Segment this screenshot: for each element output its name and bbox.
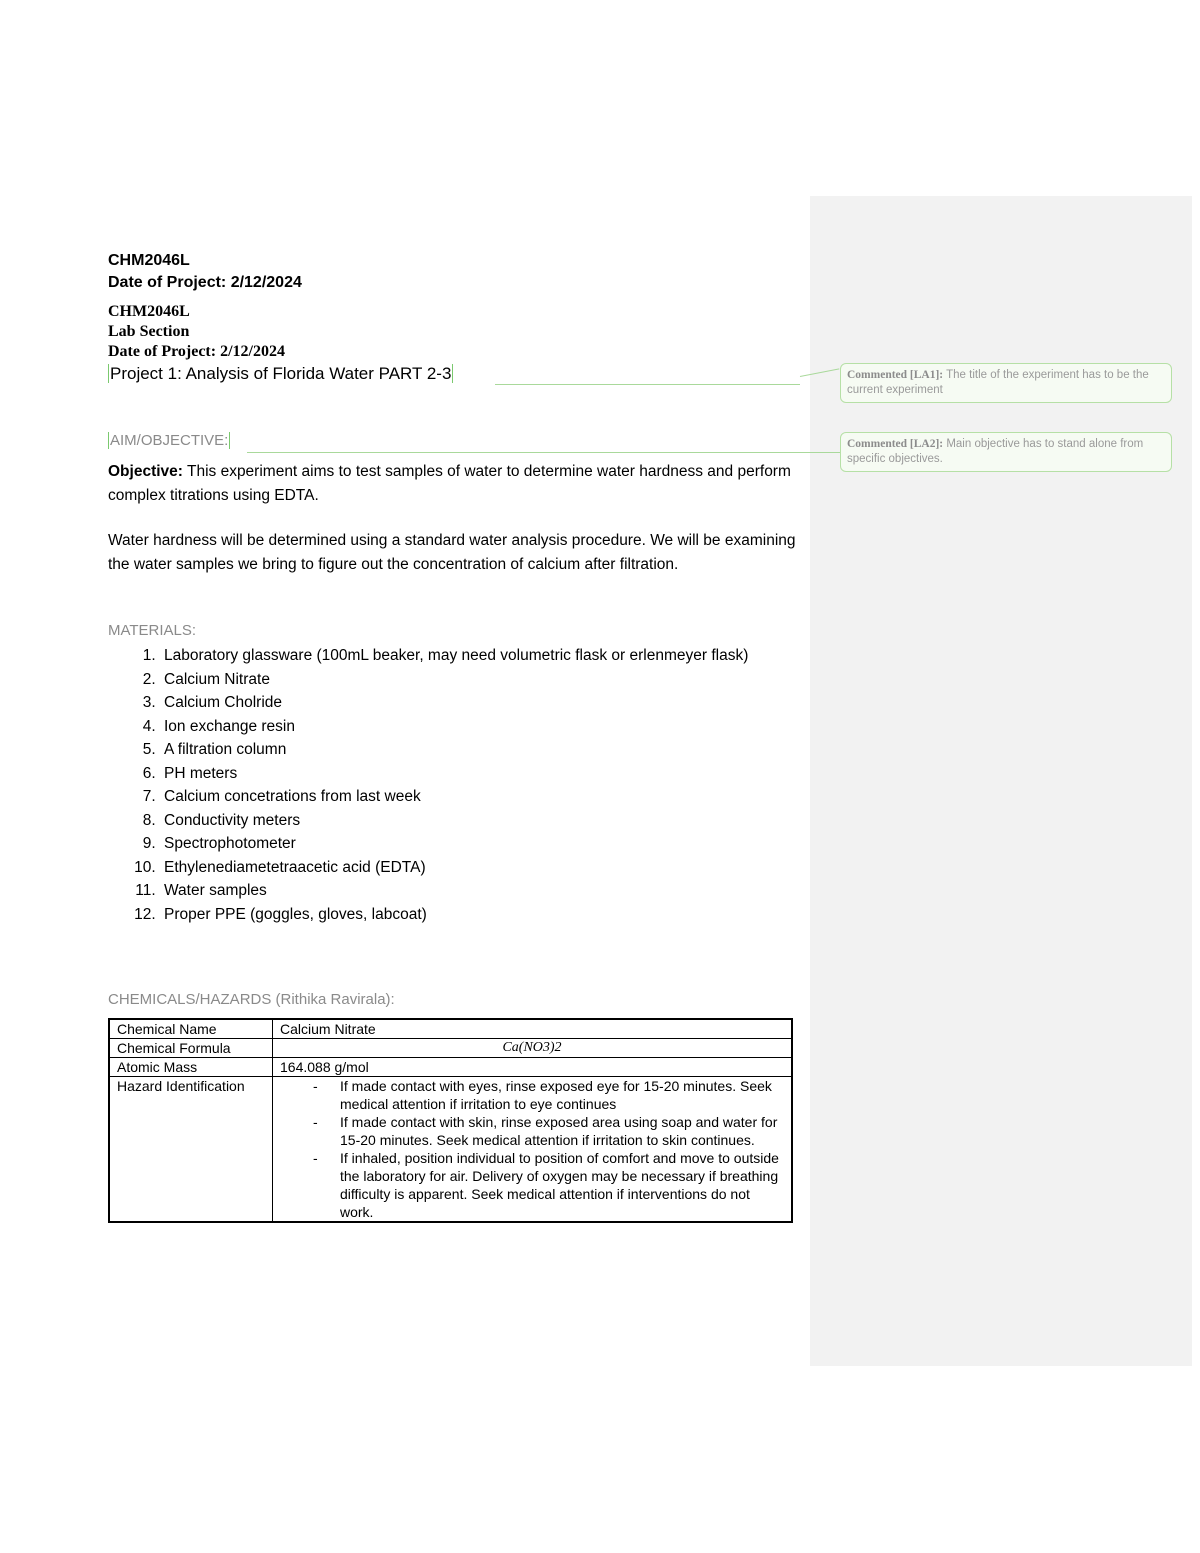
chemicals-heading: CHEMICALS/HAZARDS (Rithika Ravirala): — [108, 991, 395, 1008]
comment-la1[interactable] — [840, 363, 1172, 403]
materials-heading: MATERIALS: — [108, 622, 197, 639]
objective-text: This experiment aims to test samples of water to determine water hardness and perform complex titrations using EDTA. — [108, 463, 791, 504]
hazard-item: - If inhaled, position individual to position of comfort and move to outside the laboratory for air. Delivery of oxygen may be necessary if breathing difficulty is apparent. Seek medical attention if interventions do not work. — [310, 1149, 784, 1221]
atomic-mass-value: 164.088 g/mol — [273, 1058, 793, 1077]
course-code-repeat: CHM2046L — [108, 303, 190, 320]
table-row — [109, 1058, 792, 1077]
list-item: 4. Ion exchange resin — [160, 715, 803, 739]
table-row — [109, 1077, 792, 1223]
chemical-table — [108, 1018, 793, 1223]
objective-label: Objective: — [108, 463, 183, 480]
aim-paragraph: Water hardness will be determined using a standard water analysis procedure. We will be examining the water samples we bring to figure out the concentration of calcium after filtration. — [108, 532, 796, 573]
list-item: 9. Spectrophotometer — [160, 832, 803, 856]
project-date-repeat: Date of Project: 2/12/2024 — [108, 343, 285, 360]
header-block-serif — [108, 302, 803, 362]
list-item: 12. Proper PPE (goggles, gloves, labcoat) — [160, 903, 803, 927]
hazard-label: Hazard Identification — [109, 1077, 273, 1223]
list-item: 5. A filtration column — [160, 738, 803, 762]
hazard-cell — [273, 1077, 793, 1223]
comment-la2[interactable] — [840, 432, 1172, 472]
project-date: Date of Project: 2/12/2024 — [108, 274, 302, 291]
list-item: 7. Calcium concetrations from last week — [160, 785, 803, 809]
aim-heading[interactable] — [108, 430, 803, 452]
comment-tag: Commented [LA1]: — [847, 369, 944, 381]
list-item: 1. Laboratory glassware (100mL beaker, may need volumetric flask or erlenmeyer flask) — [160, 644, 803, 668]
comment-anchor-line-2 — [247, 452, 840, 453]
comment-text: Main objective has to stand alone from specific objectives. — [847, 438, 1144, 465]
comment-text: The title of the experiment has to be the current experiment — [847, 369, 1149, 396]
list-item: 2. Calcium Nitrate — [160, 668, 803, 692]
list-item: 11. Water samples — [160, 879, 803, 903]
list-item: 3. Calcium Cholride — [160, 691, 803, 715]
comment-tag: Commented [LA2]: — [847, 438, 944, 450]
list-item: 6. PH meters — [160, 762, 803, 786]
chemical-formula-value: Ca(NO3)2 — [273, 1039, 793, 1058]
course-code: CHM2046L — [108, 252, 190, 269]
objective-paragraph — [108, 460, 803, 507]
header-block — [108, 250, 803, 294]
materials-list — [108, 644, 803, 926]
chemical-formula-label: Chemical Formula — [109, 1039, 273, 1058]
hazard-item: - If made contact with eyes, rinse exposed eye for 15-20 minutes. Seek medical attention if irritation to eye continues — [310, 1077, 784, 1113]
table-row — [109, 1039, 792, 1058]
atomic-mass-label: Atomic Mass — [109, 1058, 273, 1077]
hazard-list — [280, 1077, 784, 1221]
hazard-item: - If made contact with skin, rinse exposed area using soap and water for 15-20 minutes. Seek medical attention if irritation to skin continues. — [310, 1113, 784, 1149]
table-row — [109, 1019, 792, 1039]
list-item: 10. Ethylenediametetraacetic acid (EDTA) — [160, 856, 803, 880]
chemical-name-value: Calcium Nitrate — [273, 1019, 793, 1039]
aim-heading-text[interactable]: AIM/OBJECTIVE: — [110, 432, 229, 449]
materials-list-wrapper — [108, 644, 803, 926]
chemical-name-label: Chemical Name — [109, 1019, 273, 1039]
comment-anchor-line-1 — [495, 384, 800, 385]
title-text[interactable]: Project 1: Analysis of Florida Water PART 2-3 — [110, 364, 452, 383]
list-item: 8. Conductivity meters — [160, 809, 803, 833]
lab-section: Lab Section — [108, 323, 190, 340]
page-title[interactable] — [108, 362, 803, 386]
